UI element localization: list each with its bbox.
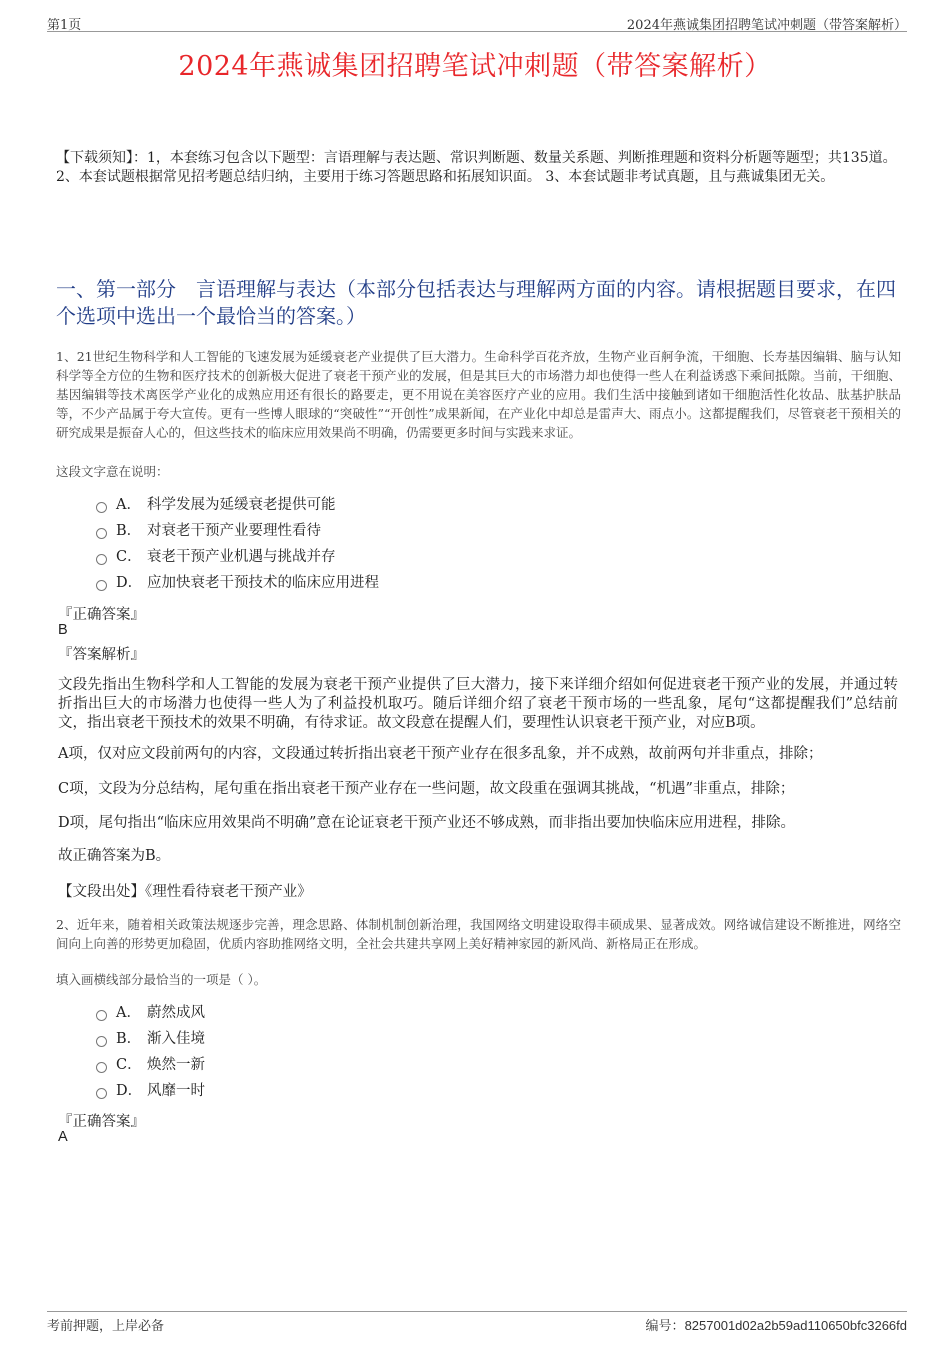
question-2-option-d[interactable]: D． 风靡一时: [96, 1080, 205, 1102]
radio-icon[interactable]: [96, 1010, 107, 1021]
question-2-answer: A: [58, 1129, 68, 1145]
question-1-analysis-label: 『答案解析』: [58, 647, 145, 663]
page-title: 2024年燕诚集团招聘笔试冲刺题（带答案解析）: [178, 51, 772, 82]
question-1-stem: 这段文字意在说明：: [56, 464, 169, 479]
header-rule: [47, 31, 907, 32]
question-1-text: 1、21世纪生物科学和人工智能的飞速发展为延缓衰老产业提供了巨大潜力。生命科学百花齐放，生物产业百舸争流，干细胞、长寿基因编辑、脑与认知科学等全方位的生物和医疗技术的创新极大促进了衰老干预产业的发展，但是其巨大的市场潜力却也使得一些人在利益诱惑下乘间抵隙。当前，干细胞、基因编辑等技术离医学产业化的成熟应用还有很长的路要走，更不用说在美容医疗产业的应用。我们生活中接触到诸如干细胞活性化妆品、肽基护肤品等，不少产品属于夸大宣传。更有一些博人眼球的“突破性”“开创性”成果新闻，在产业化中却总是雷声大、雨点小。这都提醒我们，尽管衰老干预相关的研究成果是振奋人心的，但这些技术的临床应用效果尚不明确，仍需要更多时间与实践来求证。: [56, 349, 901, 440]
analysis-paragraph: 故正确答案为B。: [58, 848, 171, 864]
question-2-option-a[interactable]: A． 蔚然成风: [96, 1002, 205, 1024]
page-number: 第1页: [47, 18, 82, 33]
analysis-paragraph: D项，尾句指出“临床应用效果尚不明确”意在论证衰老干预产业还不够成熟，而非指出要加快临床应用进程，排除。: [58, 815, 795, 831]
radio-icon[interactable]: [96, 528, 107, 539]
question-2-answer-label: 『正确答案』: [58, 1114, 145, 1130]
question-2-text: 2、近年来，随着相关政策法规逐步完善，理念思路、体制机制创新治理，我国网络文明建设取得丰硕成果、显著成效。网络诚信建设不断推进，网络空间向上向善的形势更加稳固，优质内容助推网络文明，全社会共建共享网上美好精神家园的新风尚、新格局正在形成。: [56, 917, 901, 951]
download-notice: 【下载须知】：1，本套练习包含以下题型：言语理解与表达题、常识判断题、数量关系题、判断推理题和资料分析题等题型；共135道。 2、本套试题根据常见招考题总结归纳，主要用于练习答题思路和拓展知识面。 3、本套试题非考试真题，且与燕诚集团无关。: [56, 150, 897, 185]
footer-code: [646, 1315, 907, 1334]
header-doc-title: 2024年燕诚集团招聘笔试冲刺题（带答案解析）: [626, 18, 907, 33]
analysis-paragraph: 文段先指出生物科学和人工智能的发展为衰老干预产业提供了巨大潜力，接下来详细介绍如何促进衰老干预产业的发展，并通过转折指出巨大的市场潜力也使得一些人为了利益投机取巧。随后详细介绍了衰老干预市场的一些乱象，尾句“这都提醒我们”总结前文，指出衰老干预技术的效果不明确，有待求证。故文段意在提醒人们，要理性认识衰老干预产业，对应B项。: [58, 677, 898, 731]
radio-icon[interactable]: [96, 502, 107, 513]
footer-code-value: 8257001d02a2b59ad110650bfc3266fd: [684, 1318, 907, 1333]
question-1-option-b[interactable]: B． 对衰老干预产业要理性看待: [96, 520, 321, 542]
footer-rule: [47, 1311, 907, 1312]
question-1-option-d[interactable]: D． 应加快衰老干预技术的临床应用进程: [96, 572, 379, 594]
radio-icon[interactable]: [96, 1036, 107, 1047]
question-2-option-b[interactable]: B． 渐入佳境: [96, 1028, 205, 1050]
radio-icon[interactable]: [96, 1088, 107, 1099]
question-1-option-a[interactable]: A． 科学发展为延缓衰老提供可能: [96, 494, 336, 516]
analysis-paragraph: A项，仅对应文段前两句的内容，文段通过转折指出衰老干预产业存在很多乱象，并不成熟，故前两句并非重点，排除；: [58, 746, 823, 762]
question-2-stem: 填入画横线部分最恰当的一项是（ ）。: [56, 972, 267, 987]
footer-slogan: 考前押题，上岸必备: [47, 1319, 165, 1334]
footer-code-label: 编号：: [645, 1319, 685, 1334]
question-1-answer-label: 『正确答案』: [58, 607, 145, 623]
section-heading: 一、第一部分 言语理解与表达（本部分包括表达与理解两方面的内容。请根据题目要求，在四个选项中选出一个最恰当的答案。）: [56, 277, 896, 328]
question-2-option-c[interactable]: C． 焕然一新: [96, 1054, 205, 1076]
radio-icon[interactable]: [96, 1062, 107, 1073]
radio-icon[interactable]: [96, 554, 107, 565]
question-1-option-c[interactable]: C． 衰老干预产业机遇与挑战并存: [96, 546, 336, 568]
analysis-paragraph: C项，文段为分总结构，尾句重在指出衰老干预产业存在一些问题，故文段重在强调其挑战，“机遇”非重点，排除；: [58, 781, 795, 797]
question-1-answer: B: [58, 622, 68, 638]
radio-icon[interactable]: [96, 580, 107, 591]
question-1-source: 【文段出处】《理性看待衰老干预产业》: [58, 884, 312, 900]
